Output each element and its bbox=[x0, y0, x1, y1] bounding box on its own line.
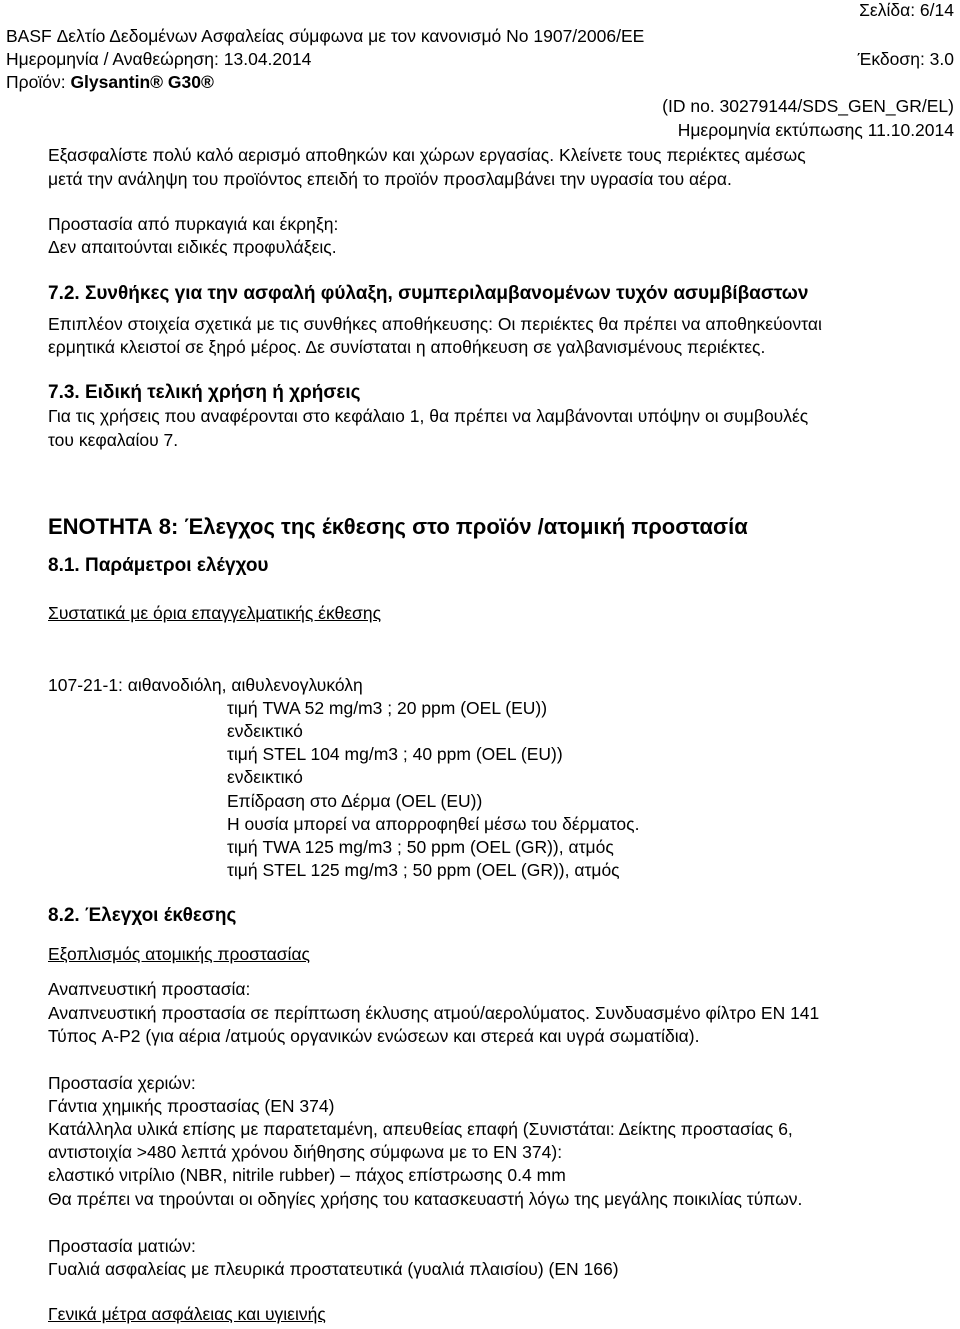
limit-skin-effect: Επίδραση στο Δέρμα (OEL (EU)) bbox=[227, 791, 483, 811]
hand-line-5: Θα πρέπει να τηρούνται οι οδηγίες χρήσης του κατασκευαστή λόγω της μεγάλης ποικιλίας τύπων. bbox=[48, 1189, 803, 1209]
version: Έκδοση: 3.0 bbox=[857, 49, 954, 69]
section-8-title: ΕΝΟΤΗΤΑ 8: Έλεγχος της έκθεσης στο προϊόν /ατομική προστασία bbox=[48, 514, 748, 539]
fire-protection-title: Προστασία από πυρκαγιά και έκρηξη: bbox=[48, 214, 339, 234]
section-7-2-line-1: Επιπλέον στοιχεία σχετικά με τις συνθήκες αποθήκευσης: Οι περιέκτες θα πρέπει να αποθηκεύονται bbox=[48, 314, 822, 334]
product-name: Glysantin® G30® bbox=[70, 72, 214, 92]
eye-title: Προστασία ματιών: bbox=[48, 1236, 196, 1256]
product-label: Προϊόν: bbox=[6, 72, 66, 92]
limit-twa-eu: τιμή TWA 52 mg/m3 ; 20 ppm (OEL (EU)) bbox=[227, 698, 548, 718]
storage-text-line-1: Εξασφαλίστε πολύ καλό αερισμό αποθηκών και χώρων εργασίας. Κλείνετε τους περιέκτες αμέσως bbox=[48, 145, 806, 165]
fire-protection-text: Δεν απαιτούνται ειδικές προφυλάξεις. bbox=[48, 237, 337, 257]
limit-stel-eu: τιμή STEL 104 mg/m3 ; 40 ppm (OEL (EU)) bbox=[227, 744, 563, 764]
section-7-3-title: 7.3. Ειδική τελική χρήση ή χρήσεις bbox=[48, 382, 361, 403]
ppe-heading: Εξοπλισμός ατομικής προστασίας bbox=[48, 944, 310, 964]
print-date: Ημερομηνία εκτύπωσης 11.10.2014 bbox=[677, 120, 954, 140]
components-heading: Συστατικά με όρια επαγγελματικής έκθεσης bbox=[48, 603, 382, 623]
limit-stel-gr: τιμή STEL 125 mg/m3 ; 50 ppm (OEL (GR)), ατμός bbox=[227, 860, 620, 880]
hand-title: Προστασία χεριών: bbox=[48, 1073, 196, 1093]
hand-line-1: Γάντια χημικής προστασίας (EN 374) bbox=[48, 1096, 335, 1116]
hand-line-4: ελαστικό νιτρίλιο (NBR, nitrile rubber) – πάχος επίστρωσης 0.4 mm bbox=[48, 1165, 566, 1185]
limit-twa-gr: τιμή TWA 125 mg/m3 ; 50 ppm (OEL (GR)), ατμός bbox=[227, 837, 614, 857]
document-title: BASF Δελτίο Δεδομένων Ασφαλείας σύμφωνα με τον κανονισμό Νο 1907/2006/ΕΕ bbox=[6, 26, 645, 46]
section-7-3-line-2: του κεφαλαίου 7. bbox=[48, 430, 179, 450]
section-7-3-line-1: Για τις χρήσεις που αναφέρονται στο κεφάλαιο 1, θα πρέπει να λαμβάνονται υπόψην οι συμβουλές bbox=[48, 406, 809, 426]
section-7-2-line-2: ερμητικά κλειστοί σε ξηρό μέρος. Δε συνίσταται η αποθήκευση σε γαλβανισμένους περιέκτες. bbox=[48, 337, 766, 357]
id-number: (ID no. 30279144/SDS_GEN_GR/EL) bbox=[662, 96, 954, 116]
limit-indicative-1: ενδεικτικό bbox=[227, 721, 303, 741]
eye-text: Γυαλιά ασφαλείας με πλευρικά προστατευτικά (γυαλιά πλαισίου) (EN 166) bbox=[48, 1259, 619, 1279]
section-7-2-title: 7.2. Συνθήκες για την ασφαλή φύλαξη, συμπεριλαμβανομένων τυχόν ασυμβίβαστων bbox=[48, 283, 809, 304]
respiratory-title: Αναπνευστική προστασία: bbox=[48, 979, 251, 999]
section-8-2-title: 8.2. Έλεγχοι έκθεσης bbox=[48, 905, 237, 926]
hand-line-3: αντιστοιχία >480 λεπτά χρόνου διήθησης σύμφωνα με το EN 374): bbox=[48, 1142, 563, 1162]
respiratory-line-2: Τύπος A-P2 (για αέρια /ατμούς οργανικών ενώσεων και στερεά και υγρά σωματίδια). bbox=[48, 1026, 700, 1046]
revision-date: Ημερομηνία / Αναθεώρηση: 13.04.2014 bbox=[6, 49, 312, 69]
respiratory-line-1: Αναπνευστική προστασία σε περίπτωση έκλυσης ατμού/αερολύματος. Συνδυασμένο φίλτρο EN 141 bbox=[48, 1003, 820, 1023]
storage-text-line-2: μετά την ανάληψη του προϊόντος επειδή το προϊόν προσλαμβάνει την υγρασία του αέρα. bbox=[48, 169, 732, 189]
page-number: Σελίδα: 6/14 bbox=[859, 0, 954, 20]
limit-skin-absorption: Η ουσία μπορεί να απορροφηθεί μέσω του δέρματος. bbox=[227, 814, 640, 834]
hand-line-2: Κατάλληλα υλικά επίσης με παρατεταμένη, απευθείας επαφή (Συνιστάται: Δείκτης προστασίας 6, bbox=[48, 1119, 793, 1139]
product-line bbox=[6, 72, 214, 92]
substance-name: 107-21-1: αιθανοδιόλη, αιθυλενογλυκόλη bbox=[48, 675, 363, 695]
limit-indicative-2: ενδεικτικό bbox=[227, 767, 303, 787]
section-8-1-title: 8.1. Παράμετροι ελέγχου bbox=[48, 555, 269, 576]
hygiene-heading: Γενικά μέτρα ασφάλειας και υγιεινής bbox=[48, 1304, 326, 1324]
